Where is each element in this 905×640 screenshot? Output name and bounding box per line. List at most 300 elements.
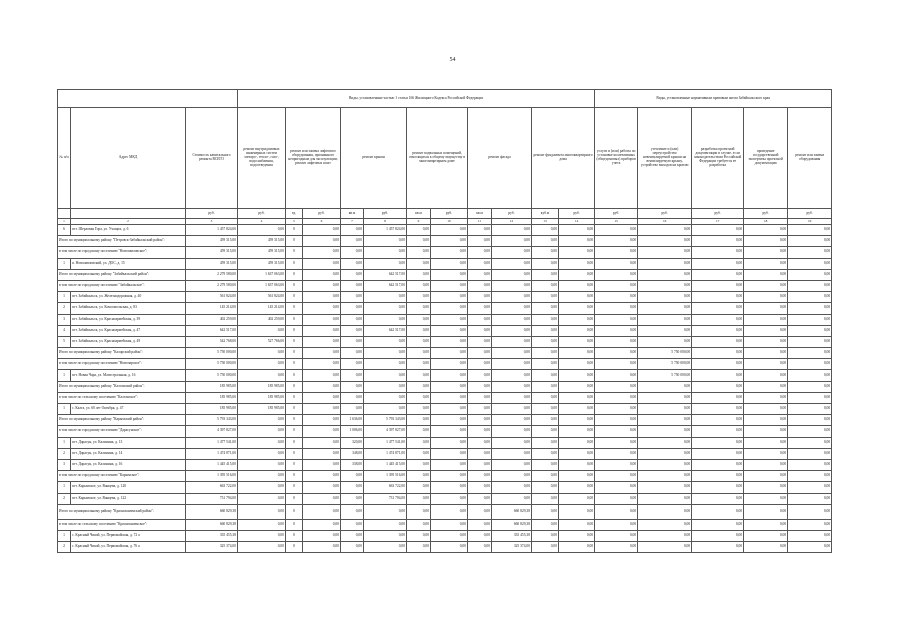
row-address: с. Красный Чикой, ул. Первомайская, д. 76 а (71, 542, 186, 553)
row-total-label: в том числе по городскому поселению "Карымское": (58, 471, 186, 482)
value-cell: 0,00 (692, 336, 744, 347)
value-cell: 0,00 (492, 392, 532, 403)
value-cell: 0,00 (532, 225, 559, 236)
header-facade: ремонт фасада (468, 108, 532, 209)
row-total-label: в том числе по городскому поселению "Новочарское": (58, 359, 186, 370)
table-row-total (58, 247, 832, 258)
value-cell: 0,00 (692, 542, 744, 553)
value-cell: 0,00 (595, 471, 638, 482)
row-total-label: Итого по муниципальному району "Каларский район": (58, 348, 186, 359)
value-cell: 0,00 (238, 471, 286, 482)
value-cell: 4 397 827,00 (364, 426, 407, 437)
value-cell: 0,00 (341, 370, 364, 381)
value-cell: 0,00 (431, 504, 468, 519)
value-cell: 0,00 (638, 437, 692, 448)
value-cell: 0,00 (341, 471, 364, 482)
value-cell: 0,00 (788, 415, 832, 426)
value-cell: 0,00 (788, 519, 832, 530)
value-cell: 0,00 (638, 336, 692, 347)
value-cell: 0,00 (492, 303, 532, 314)
value-cell: 0,00 (744, 236, 788, 247)
value-cell: 0,00 (468, 269, 492, 280)
row-address: с. Калга, ул. 60 лет Октября, д. 47 (71, 404, 186, 415)
column-number-cell: 14 (559, 219, 595, 225)
column-number-cell: 5 (286, 219, 303, 225)
value-cell: 0,00 (431, 381, 468, 392)
value-cell: 0,00 (788, 459, 832, 470)
table-row-total (58, 426, 832, 437)
value-cell: 0,00 (788, 258, 832, 269)
row-total-label: в том числе по сельскому поселению "Калганское": (58, 392, 186, 403)
column-number-cell: 9 (407, 219, 431, 225)
value-cell: 0,00 (238, 448, 286, 459)
value-cell: 0,00 (238, 519, 286, 530)
value-cell: 0 (286, 504, 303, 519)
value-cell: 0,00 (303, 370, 341, 381)
row-number: 2 (58, 448, 71, 459)
unit-cell: руб. (303, 209, 341, 219)
value-cell: 0,00 (788, 247, 832, 258)
column-number-cell: 18 (744, 219, 788, 225)
table-row (58, 303, 832, 314)
value-cell: 0,00 (532, 348, 559, 359)
unit-cell: руб. (788, 209, 832, 219)
value-cell: 0,00 (692, 236, 744, 247)
value-cell: 0,00 (407, 471, 431, 482)
value-cell: 185 985,00 (238, 404, 286, 415)
value-cell: 1 637 063,00 (238, 280, 286, 291)
value-cell: 0,00 (744, 370, 788, 381)
value-cell: 0,00 (431, 325, 468, 336)
table-row (58, 530, 832, 541)
value-cell: 0,00 (638, 459, 692, 470)
value-cell: 0,00 (532, 236, 559, 247)
header-expertise: проведение государственной экспертизы проектной документации (744, 108, 788, 209)
value-cell: 1 395 516,00 (186, 471, 238, 482)
value-cell: 0 (286, 471, 303, 482)
value-cell: 0,00 (407, 381, 431, 392)
value-cell: 0,00 (638, 482, 692, 493)
table-row (58, 437, 832, 448)
value-cell: 5 750 000,00 (186, 370, 238, 381)
row-number: 5 (58, 336, 71, 347)
value-cell: 0,00 (559, 482, 595, 493)
unit-cell: кв.м (407, 209, 431, 219)
row-total-label: Итого по муниципальному району "Забайкальский район": (58, 269, 186, 280)
value-cell: 0,00 (431, 471, 468, 482)
unit-cell: куб.м (532, 209, 559, 219)
value-cell: 0,00 (744, 459, 788, 470)
value-cell: 0,00 (431, 426, 468, 437)
value-cell: 0,00 (364, 348, 407, 359)
value-cell: 459 315,00 (186, 258, 238, 269)
value-cell: 1 445 415,00 (186, 459, 238, 470)
value-cell: 0,00 (532, 493, 559, 504)
value-cell: 0,00 (559, 530, 595, 541)
value-cell: 2 279 580,00 (186, 280, 238, 291)
value-cell: 0 (286, 542, 303, 553)
value-cell: 0,00 (532, 519, 559, 530)
row-number: 2 (58, 303, 71, 314)
row-address: пгт. Забайкальск, ул. Красноармейская, д. 49 (71, 336, 186, 347)
value-cell: 0,00 (407, 292, 431, 303)
value-cell: 0,00 (744, 247, 788, 258)
value-cell: 561 824,00 (186, 292, 238, 303)
value-cell: 0,00 (595, 530, 638, 541)
value-cell: 0,00 (492, 459, 532, 470)
units-row (58, 209, 832, 219)
value-cell: 0,00 (468, 336, 492, 347)
value-cell: 0,00 (468, 247, 492, 258)
row-number: 1 (58, 292, 71, 303)
value-cell: 0,00 (492, 247, 532, 258)
value-cell: 0,00 (468, 236, 492, 247)
value-cell: 0 (286, 225, 303, 236)
value-cell: 0,00 (238, 426, 286, 437)
table-row (58, 493, 832, 504)
row-total-label: в том числе по городскому поселению "Забайкальское": (58, 280, 186, 291)
value-cell: 0,00 (431, 359, 468, 370)
value-cell: 1 637 063,00 (238, 269, 286, 280)
column-number-cell: 12 (492, 219, 532, 225)
value-cell: 0,00 (407, 370, 431, 381)
value-cell: 0,00 (431, 258, 468, 269)
value-cell: 459 315,00 (186, 236, 238, 247)
value-cell: 0,00 (692, 504, 744, 519)
value-cell: 0,00 (595, 542, 638, 553)
value-cell: 0,00 (341, 392, 364, 403)
value-cell: 0,00 (407, 269, 431, 280)
value-cell: 0,00 (744, 426, 788, 437)
value-cell: 0,00 (407, 542, 431, 553)
table-row-total (58, 504, 832, 519)
value-cell: 0,00 (468, 426, 492, 437)
value-cell: 0,00 (407, 448, 431, 459)
value-cell: 0,00 (341, 258, 364, 269)
capital-repair-table (57, 89, 832, 553)
value-cell: 0,00 (532, 471, 559, 482)
unit-cell: руб. (559, 209, 595, 219)
value-cell: 0,00 (559, 370, 595, 381)
value-cell: 0,00 (492, 258, 532, 269)
value-cell: 0,00 (744, 530, 788, 541)
value-cell: 0,00 (595, 303, 638, 314)
value-cell: 0,00 (341, 530, 364, 541)
value-cell: 0,00 (341, 325, 364, 336)
row-number: 1 (58, 370, 71, 381)
value-cell: 0,00 (788, 269, 832, 280)
value-cell: 0,00 (431, 225, 468, 236)
value-cell: 0,00 (559, 471, 595, 482)
value-cell: 0,00 (788, 303, 832, 314)
value-cell: 0,00 (341, 247, 364, 258)
header-foundation: ремонт фундамента многоквартирного дома (532, 108, 595, 209)
value-cell: 0,00 (303, 448, 341, 459)
value-cell: 0,00 (692, 359, 744, 370)
value-cell: 0,00 (744, 471, 788, 482)
value-cell: 0,00 (407, 493, 431, 504)
value-cell: 0,00 (407, 404, 431, 415)
value-cell: 0,00 (431, 519, 468, 530)
value-cell: 0,00 (638, 381, 692, 392)
value-cell: 0,00 (595, 482, 638, 493)
header-group-housing-code: Виды, установленные частью 1 статьи 166 Жилищного Кодекса Российской Федерации (238, 90, 595, 108)
value-cell: 0,00 (431, 269, 468, 280)
value-cell: 0,00 (595, 280, 638, 291)
value-cell: 0,00 (788, 370, 832, 381)
value-cell: 0,00 (744, 303, 788, 314)
value-cell: 0,00 (788, 280, 832, 291)
value-cell: 0,00 (341, 292, 364, 303)
value-cell: 0,00 (692, 404, 744, 415)
row-number: 3 (58, 314, 71, 325)
value-cell: 0,00 (238, 542, 286, 553)
row-number: 1 (58, 530, 71, 541)
value-cell: 0,00 (595, 247, 638, 258)
value-cell: 0,00 (238, 348, 286, 359)
value-cell: 0,00 (492, 437, 532, 448)
header-ventilation: ремонт или замена оборудования (788, 108, 832, 209)
value-cell: 402 259,00 (238, 314, 286, 325)
header-group-regional: Виды, установленные нормативным правовым актом Забайкальского края (595, 90, 832, 108)
value-cell: 0,00 (468, 303, 492, 314)
value-cell: 0,00 (407, 519, 431, 530)
row-address: пгт. Забайкальск, ул. Красноармейская, д. 47 (71, 325, 186, 336)
value-cell: 0,00 (238, 504, 286, 519)
value-cell: 5 793 343,00 (364, 415, 407, 426)
value-cell: 0,00 (788, 336, 832, 347)
value-cell: 731 794,00 (186, 493, 238, 504)
value-cell: 0 (286, 448, 303, 459)
value-cell: 0,00 (532, 336, 559, 347)
value-cell: 0,00 (468, 359, 492, 370)
value-cell: 0,00 (744, 280, 788, 291)
value-cell: 0,00 (431, 303, 468, 314)
value-cell: 0,00 (788, 314, 832, 325)
header-num: № п/п (58, 108, 71, 209)
value-cell: 0,00 (638, 236, 692, 247)
value-cell: 0,00 (559, 493, 595, 504)
value-cell: 0,00 (341, 236, 364, 247)
header-empty-top (58, 90, 238, 108)
value-cell: 0,00 (364, 370, 407, 381)
row-number: 2 (58, 493, 71, 504)
value-cell: 0,00 (788, 448, 832, 459)
value-cell: 0,00 (595, 448, 638, 459)
value-cell: 0,00 (341, 303, 364, 314)
value-cell: 0,00 (744, 269, 788, 280)
value-cell: 0,00 (744, 359, 788, 370)
value-cell: 0,00 (595, 258, 638, 269)
value-cell: 0,00 (364, 258, 407, 269)
header-roof: ремонт крыши (341, 108, 407, 209)
value-cell: 0 (286, 415, 303, 426)
value-cell: 0,00 (559, 247, 595, 258)
value-cell: 0,00 (303, 280, 341, 291)
value-cell: 0,00 (407, 336, 431, 347)
value-cell: 0,00 (468, 459, 492, 470)
value-cell: 0,00 (638, 530, 692, 541)
row-address: пгт. Забайкальск, ул. Красноармейская, д. 39 (71, 314, 186, 325)
value-cell: 0,00 (431, 404, 468, 415)
value-cell: 0,00 (431, 370, 468, 381)
value-cell: 0,00 (431, 437, 468, 448)
row-address: пгт. Новая Чара, ул. Магистральная, д. 16 (71, 370, 186, 381)
value-cell: 0,00 (559, 504, 595, 519)
value-cell: 0,00 (692, 415, 744, 426)
value-cell: 0,00 (341, 359, 364, 370)
value-cell: 0,00 (744, 381, 788, 392)
value-cell: 0,00 (238, 415, 286, 426)
value-cell: 0,00 (492, 348, 532, 359)
value-cell: 0,00 (692, 482, 744, 493)
value-cell: 0,00 (788, 292, 832, 303)
value-cell: 459 315,00 (238, 247, 286, 258)
value-cell: 0 (286, 303, 303, 314)
value-cell: 561 824,00 (238, 292, 286, 303)
value-cell: 0,00 (431, 542, 468, 553)
value-cell: 0,00 (744, 325, 788, 336)
value-cell: 0,00 (788, 530, 832, 541)
value-cell: 0,00 (431, 415, 468, 426)
value-cell: 0,00 (364, 504, 407, 519)
header-address: Адрес МКД (71, 108, 186, 209)
value-cell: 0,00 (532, 292, 559, 303)
value-cell: 0,00 (744, 415, 788, 426)
table-row-total (58, 415, 832, 426)
value-cell: 0,00 (492, 292, 532, 303)
row-total-label: в том числе по городскому поселению "Новопавловское": (58, 247, 186, 258)
value-cell: 0,00 (364, 236, 407, 247)
value-cell: 0,00 (788, 225, 832, 236)
value-cell: 0,00 (559, 448, 595, 459)
value-cell: 348,00 (341, 448, 364, 459)
value-cell: 0,00 (532, 303, 559, 314)
value-cell: 0 (286, 314, 303, 325)
value-cell: 0,00 (431, 247, 468, 258)
value-cell: 5 750 000,00 (638, 359, 692, 370)
value-cell: 0,00 (692, 448, 744, 459)
value-cell: 0,00 (341, 381, 364, 392)
value-cell: 0,00 (407, 303, 431, 314)
value-cell: 0,00 (559, 258, 595, 269)
value-cell: 0,00 (595, 370, 638, 381)
value-cell: 0,00 (532, 542, 559, 553)
value-cell: 0,00 (303, 404, 341, 415)
value-cell: 731 794,00 (364, 493, 407, 504)
value-cell: 0,00 (559, 292, 595, 303)
value-cell: 0,00 (492, 370, 532, 381)
column-number-cell: 15 (595, 219, 638, 225)
value-cell: 0,00 (559, 225, 595, 236)
value-cell: 0,00 (364, 404, 407, 415)
value-cell: 0,00 (532, 459, 559, 470)
value-cell: 2 279 580,00 (186, 269, 238, 280)
value-cell: 0,00 (595, 381, 638, 392)
value-cell: 0,00 (492, 269, 532, 280)
value-cell: 0,00 (559, 381, 595, 392)
header-meters: услуги и (или) работы по установке коллективных (общедомовых) приборов учета (595, 108, 638, 209)
value-cell: 0,00 (341, 336, 364, 347)
value-cell: 0,00 (559, 280, 595, 291)
value-cell: 0,00 (638, 471, 692, 482)
value-cell: 0,00 (638, 325, 692, 336)
value-cell: 0,00 (532, 448, 559, 459)
value-cell: 0,00 (468, 325, 492, 336)
value-cell: 325 374,00 (492, 542, 532, 553)
row-total-label: Итого по муниципальному району "Карымский район": (58, 415, 186, 426)
value-cell: 0,00 (492, 426, 532, 437)
row-total-label: Итого по муниципальному району "Петровск-Забайкальский район": (58, 236, 186, 247)
value-cell: 0,00 (492, 381, 532, 392)
value-cell: 0 (286, 269, 303, 280)
value-cell: 4 397 827,00 (186, 426, 238, 437)
value-cell: 0,00 (303, 269, 341, 280)
unit-cell: руб. (638, 209, 692, 219)
value-cell: 0,00 (744, 504, 788, 519)
value-cell: 0,00 (559, 336, 595, 347)
value-cell: 0,00 (559, 314, 595, 325)
value-cell: 0,00 (407, 258, 431, 269)
value-cell: 459 315,00 (238, 236, 286, 247)
value-cell: 1 477 541,00 (186, 437, 238, 448)
value-cell: 0,00 (692, 459, 744, 470)
value-cell: 0,00 (595, 519, 638, 530)
value-cell: 0,00 (692, 303, 744, 314)
value-cell: 0,00 (303, 381, 341, 392)
value-cell: 0,00 (468, 493, 492, 504)
value-cell: 0,00 (788, 504, 832, 519)
value-cell: 0,00 (364, 381, 407, 392)
value-cell: 0,00 (692, 392, 744, 403)
value-cell: 0,00 (692, 269, 744, 280)
value-cell: 0,00 (364, 542, 407, 553)
value-cell: 0,00 (692, 493, 744, 504)
value-cell: 0,00 (744, 314, 788, 325)
value-cell: 0,00 (407, 459, 431, 470)
value-cell: 0,00 (595, 325, 638, 336)
column-number-cell: 17 (692, 219, 744, 225)
value-cell: 0,00 (431, 482, 468, 493)
value-cell: 0,00 (468, 225, 492, 236)
value-cell: 0,00 (303, 236, 341, 247)
table-row (58, 314, 832, 325)
column-number-cell: 16 (638, 219, 692, 225)
value-cell: 0,00 (532, 482, 559, 493)
value-cell: 0,00 (303, 542, 341, 553)
unit-cell: руб. (744, 209, 788, 219)
table-row (58, 404, 832, 415)
value-cell: 0,00 (468, 292, 492, 303)
value-cell: 660 829,38 (186, 519, 238, 530)
value-cell: 1 457 824,00 (186, 225, 238, 236)
value-cell: 0,00 (559, 542, 595, 553)
value-cell: 0,00 (492, 359, 532, 370)
unit-cell: руб. (186, 209, 238, 219)
value-cell: 0,00 (595, 426, 638, 437)
value-cell: 0,00 (492, 314, 532, 325)
row-address: пгт. Забайкальск, ул. Железнодорожная, д. 40 (71, 292, 186, 303)
value-cell: 0,00 (303, 325, 341, 336)
value-cell: 0,00 (407, 225, 431, 236)
value-cell: 0,00 (407, 236, 431, 247)
value-cell: 0,00 (407, 325, 431, 336)
value-cell: 0,00 (492, 415, 532, 426)
value-cell: 0,00 (407, 415, 431, 426)
value-cell: 1 474 871,00 (186, 448, 238, 459)
value-cell: 0,00 (744, 404, 788, 415)
value-cell: 0,00 (468, 542, 492, 553)
